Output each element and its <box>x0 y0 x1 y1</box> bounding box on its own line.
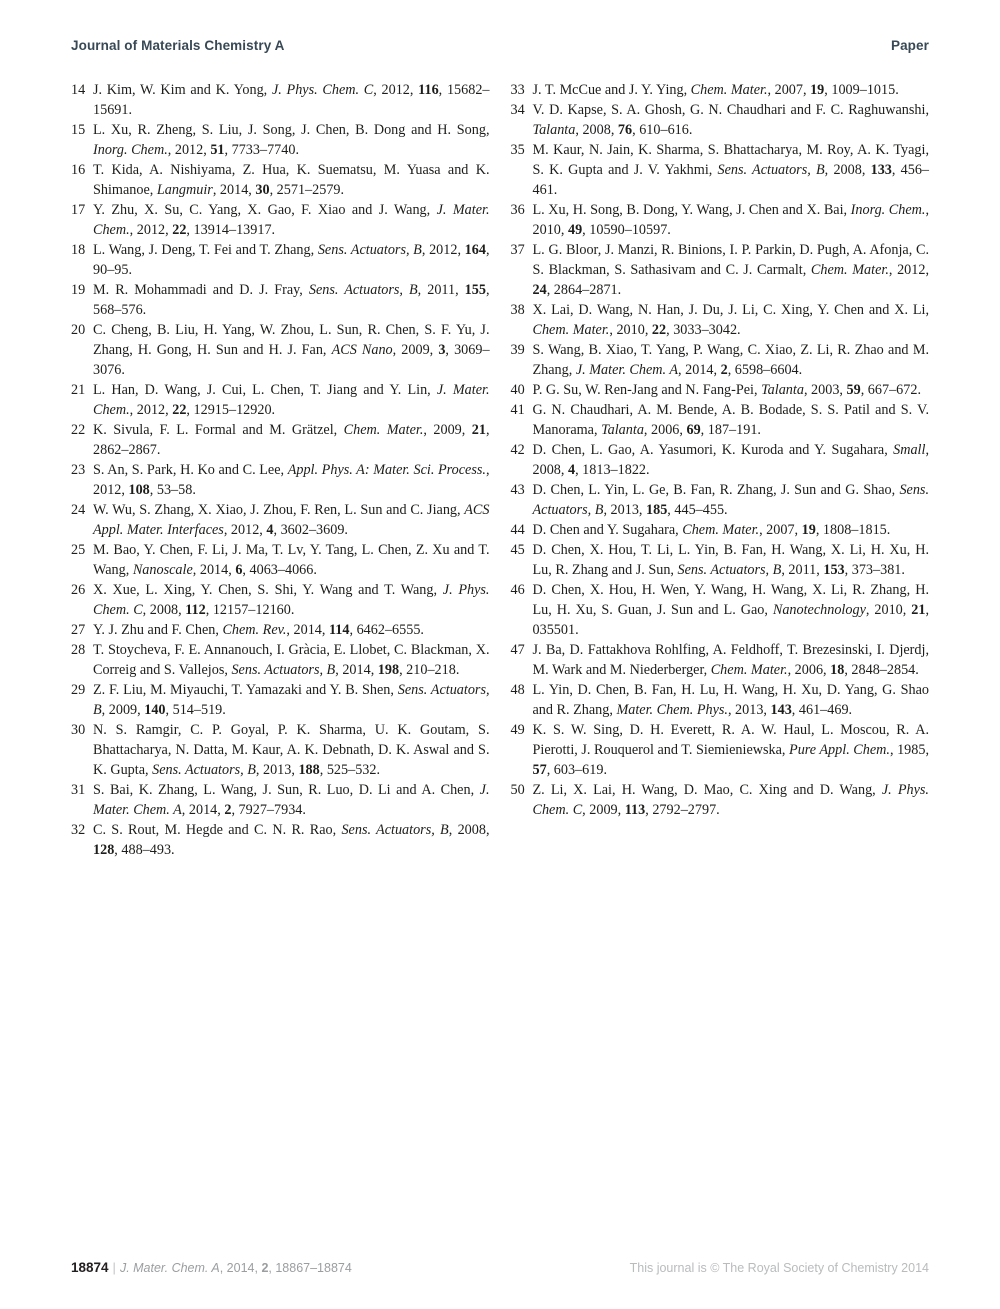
reference-text-segment: , 7733–7740. <box>224 142 299 158</box>
reference-text-segment: D. Chen, L. Gao, A. Yasumori, K. Kuroda and Y. Sugahara, <box>532 442 894 458</box>
reference-text-segment: 116 <box>418 82 439 98</box>
reference-text-segment: J. Phys. Chem. C <box>532 782 929 818</box>
reference-item <box>511 720 930 780</box>
reference-text-segment: C. S. Rout, M. Hegde and C. N. R. Rao, <box>93 822 342 838</box>
reference-text-segment: 18 <box>830 662 845 678</box>
reference-text-segment: 114 <box>328 622 350 638</box>
reference-item <box>511 380 930 400</box>
reference-text-segment: , 2008, <box>532 442 929 478</box>
reference-item <box>511 640 930 680</box>
reference-text-segment: Chem. Mater. <box>810 262 889 278</box>
copyright-notice: This journal is © The Royal Society of Chemistry 2014 <box>629 1261 929 1275</box>
reference-text-segment: Y. Zhu, X. Su, C. Yang, X. Gao, F. Xiao and J. Wang, <box>93 202 437 218</box>
reference-text-segment: Inorg. Chem. <box>93 142 168 158</box>
reference-text-segment: , 2008, <box>824 162 871 178</box>
reference-text-segment: 57 <box>532 762 547 778</box>
reference-text-segment: Z. F. Liu, M. Miyauchi, T. Yamazaki and Y. B. Shen, <box>93 682 398 698</box>
reference-item <box>511 520 930 540</box>
reference-text-segment: Z. Li, X. Lai, H. Wang, D. Mao, C. Xing and D. Wang, <box>532 782 882 798</box>
reference-number: 35 <box>510 142 525 158</box>
reference-text-segment: 112 <box>185 602 206 618</box>
reference-item <box>71 640 490 680</box>
page-number: 18874 <box>71 1260 109 1275</box>
reference-text-segment: Pure Appl. Chem. <box>789 742 890 758</box>
reference-text-segment: Sens. Actuators, B <box>717 162 825 178</box>
reference-text-segment: J. Ba, D. Fattakhova Rohlfing, A. Feldhoff, T. Brezesinski, I. Djerdj, M. Wark and M. Niederberger, <box>532 642 929 678</box>
reference-text-segment: , 2848–2854. <box>844 662 919 678</box>
reference-text-segment: , 461–469. <box>791 702 853 718</box>
reference-text-segment: , 2013, <box>603 502 646 518</box>
reference-text-segment: , 610–616. <box>632 122 693 138</box>
reference-text-segment: L. Han, D. Wang, J. Cui, L. Chen, T. Jiang and Y. Lin, <box>93 382 437 398</box>
reference-text-segment: K. S. W. Sing, D. H. Everett, R. A. W. Haul, L. Moscou, R. A. Pierotti, J. Rouquerol and T. Siemieniewska, <box>532 722 929 758</box>
reference-number: 19 <box>71 282 86 298</box>
reference-item <box>71 380 490 420</box>
reference-text-segment: , 1808–1815. <box>815 522 891 538</box>
reference-text-segment: Sens. Actuators, B <box>93 682 490 718</box>
reference-text-segment: Y. J. Zhu and F. Chen, <box>93 622 223 638</box>
reference-number: 26 <box>71 582 86 598</box>
reference-item <box>511 300 930 340</box>
reference-item <box>511 680 930 720</box>
reference-text-segment: Langmuir <box>156 182 213 198</box>
reference-text-segment: , 4063–4066. <box>242 562 317 578</box>
reference-text-segment: G. N. Chaudhari, A. M. Bende, A. B. Bodade, S. S. Patil and S. V. Manorama, <box>532 402 929 438</box>
reference-text-segment: , 2012, <box>888 262 929 278</box>
references-section <box>71 80 929 860</box>
reference-text-segment: , 2008, <box>448 822 490 838</box>
reference-text-segment: , 2012, <box>421 242 465 258</box>
reference-item <box>71 420 490 460</box>
reference-number: 37 <box>510 242 525 258</box>
reference-number: 23 <box>71 462 86 478</box>
reference-text-segment: , 2009, <box>423 422 472 438</box>
reference-number: 45 <box>510 542 525 558</box>
reference-number: 31 <box>71 782 86 798</box>
reference-number: 42 <box>510 442 525 458</box>
reference-text-segment: D. Chen, X. Hou, H. Wen, Y. Wang, H. Wang, X. Li, R. Zhang, H. Lu, H. Xu, S. Guan, J. Sun and L. Gao, <box>532 582 929 618</box>
reference-text-segment: , 2010, <box>609 322 652 338</box>
reference-text-segment: 19 <box>801 522 816 538</box>
reference-text-segment: , 7927–7934. <box>231 802 306 818</box>
reference-text-segment: 198 <box>377 662 400 678</box>
reference-text-segment: , 3069–3076. <box>93 342 490 378</box>
reference-text-segment: , 2013, <box>255 762 299 778</box>
reference-text-segment: , 1009–1015. <box>824 82 899 98</box>
reference-number: 17 <box>71 202 86 218</box>
reference-text-segment: Talanta <box>532 122 576 138</box>
reference-text-segment: 22 <box>172 222 187 238</box>
journal-citation <box>120 1261 352 1275</box>
citation-segment: , 2014, <box>219 1261 262 1275</box>
reference-text-segment: L. Xu, R. Zheng, S. Liu, J. Song, J. Chen, B. Dong and H. Song, <box>93 122 490 138</box>
reference-text-segment: 19 <box>810 82 825 98</box>
reference-item <box>71 80 490 120</box>
reference-text-segment: 2 <box>720 362 728 378</box>
reference-text-segment: D. Chen, X. Hou, T. Li, L. Yin, B. Fan, H. Wang, X. Li, H. Xu, H. Lu, R. Zhang and J. Sun, <box>532 542 929 578</box>
reference-text-segment: Chem. Mater. <box>690 82 768 98</box>
reference-text-segment: , 488–493. <box>114 842 175 858</box>
reference-text-segment: L. Yin, D. Chen, B. Fan, H. Lu, H. Wang, H. Xu, D. Yang, G. Shao and R. Zhang, <box>532 682 929 718</box>
reference-number: 25 <box>71 542 86 558</box>
reference-number: 27 <box>71 622 86 638</box>
reference-text-segment: 51 <box>210 142 225 158</box>
citation-segment: 2 <box>261 1261 269 1275</box>
reference-text-segment: , 2009, <box>582 802 625 818</box>
reference-number: 40 <box>510 382 525 398</box>
reference-text-segment: , 2014, <box>678 362 721 378</box>
reference-item <box>71 320 490 380</box>
reference-text-segment: , 2006, <box>787 662 831 678</box>
reference-text-segment: , 12157–12160. <box>205 602 295 618</box>
reference-text-segment: Sens. Actuators, B <box>532 482 929 518</box>
reference-text-segment: , 2014, <box>212 182 256 198</box>
reference-text-segment: , 13914–13917. <box>186 222 276 238</box>
reference-text-segment: 128 <box>93 842 115 858</box>
reference-text-segment: , 2792–2797. <box>645 802 720 818</box>
reference-text-segment: T. Stoycheva, F. E. Annanouch, I. Gràcia, E. Llobet, C. Blackman, X. Correig and S. Vallejos, <box>93 642 490 678</box>
reference-item <box>511 240 930 300</box>
reference-text-segment: 76 <box>617 122 633 138</box>
reference-text-segment: N. S. Ramgir, C. P. Goyal, P. K. Sharma, U. K. Goutam, S. Bhattacharya, N. Datta, M. Kaur, A. K. Debnath, D. K. Aswal and S. K. Gupta, <box>93 722 490 778</box>
reference-number: 46 <box>510 582 525 598</box>
reference-text-segment: , 2014, <box>181 802 225 818</box>
reference-text-segment: Chem. Rev. <box>222 622 287 638</box>
reference-text-segment: J. Mater. Chem. A <box>575 362 679 378</box>
reference-text-segment: Sens. Actuators, B <box>152 762 256 778</box>
reference-text-segment: ACS Nano <box>331 342 393 358</box>
reference-text-segment: 3 <box>438 342 446 358</box>
reference-text-segment: M. Bao, Y. Chen, F. Li, J. Ma, T. Lv, Y. Tang, L. Chen, Z. Xu and T. Wang, <box>93 542 490 578</box>
page-header <box>71 38 929 53</box>
reference-text-segment: , 603–619. <box>546 762 607 778</box>
reference-text-segment: 30 <box>255 182 270 198</box>
reference-item <box>511 140 930 200</box>
reference-number: 28 <box>71 642 86 658</box>
reference-text-segment: , 525–532. <box>319 762 381 778</box>
reference-text-segment: S. Wang, B. Xiao, T. Yang, P. Wang, C. Xiao, Z. Li, R. Zhao and M. Zhang, <box>532 342 929 378</box>
reference-text-segment: ACS Appl. Mater. Interfaces <box>93 502 490 538</box>
reference-text-segment: , 1813–1822. <box>575 462 650 478</box>
reference-text-segment: J. Mater. Chem. <box>93 382 490 418</box>
reference-text-segment: , 1985, <box>889 742 929 758</box>
reference-text-segment: 6 <box>235 562 243 578</box>
reference-number: 34 <box>510 102 525 118</box>
reference-text-segment: , 2014, <box>335 662 378 678</box>
reference-number: 21 <box>71 382 86 398</box>
reference-item <box>71 680 490 720</box>
reference-number: 47 <box>510 642 525 658</box>
reference-text-segment: J. T. McCue and J. Y. Ying, <box>532 82 691 98</box>
reference-text-segment: , 2011, <box>781 562 824 578</box>
reference-text-segment: Chem. Mater. <box>532 322 610 338</box>
reference-text-segment: 21 <box>471 422 486 438</box>
reference-text-segment: 21 <box>911 602 926 618</box>
reference-text-segment: P. G. Su, W. Ren-Jang and N. Fang-Pei, <box>532 382 762 398</box>
reference-item <box>71 540 490 580</box>
reference-text-segment: 69 <box>686 422 701 438</box>
reference-text-segment: L. G. Bloor, J. Manzi, R. Binions, I. P. Parkin, D. Pugh, A. Afonja, C. S. Blackman, S. Sathasivam and C. J. Carmalt, <box>532 242 929 278</box>
footer-citation <box>71 1260 352 1275</box>
reference-text-segment: , 2864–2871. <box>546 282 622 298</box>
reference-text-segment: , 90–95. <box>93 242 490 278</box>
reference-item <box>71 160 490 200</box>
reference-item <box>71 500 490 540</box>
reference-number: 24 <box>71 502 86 518</box>
reference-text-segment: , 2010, <box>865 602 912 618</box>
reference-text-segment: C. Cheng, B. Liu, H. Yang, W. Zhou, L. Sun, R. Chen, S. F. Yu, J. Zhang, H. Gong, H. Sun and H. J. Fan, <box>93 322 490 358</box>
reference-text-segment: , 2012, <box>373 82 419 98</box>
reference-item <box>511 80 930 100</box>
reference-text-segment: 164 <box>464 242 486 258</box>
reference-number: 43 <box>510 482 525 498</box>
reference-item <box>71 120 490 160</box>
reference-number: 15 <box>71 122 86 138</box>
reference-text-segment: X. Xue, L. Xing, Y. Chen, S. Shi, Y. Wang and T. Wang, <box>93 582 443 598</box>
reference-text-segment: K. Sivula, F. L. Formal and M. Grätzel, <box>93 422 344 438</box>
reference-item <box>511 580 930 640</box>
reference-number: 22 <box>71 422 86 438</box>
reference-item <box>71 280 490 320</box>
reference-text-segment: D. Chen and Y. Sugahara, <box>532 522 683 538</box>
reference-text-segment: 22 <box>651 322 667 338</box>
reference-text-segment: , 2012, <box>129 402 173 418</box>
reference-number: 30 <box>71 722 86 738</box>
reference-number: 50 <box>510 782 525 798</box>
reference-text-segment: , 514–519. <box>165 702 226 718</box>
reference-text-segment: Sens. Actuators, B <box>341 822 449 838</box>
reference-text-segment: J. Mater. Chem. <box>93 202 490 238</box>
reference-text-segment: , 2007, <box>759 522 802 538</box>
reference-text-segment: Chem. Mater. <box>682 522 760 538</box>
reference-text-segment: Sens. Actuators, B <box>308 282 418 298</box>
journal-title: Journal of Materials Chemistry A <box>71 38 285 53</box>
reference-text-segment: J. Mater. Chem. A <box>93 782 490 818</box>
reference-item <box>71 460 490 500</box>
reference-text-segment: , 2007, <box>767 82 811 98</box>
reference-text-segment: S. An, S. Park, H. Ko and C. Lee, <box>93 462 288 478</box>
reference-item <box>71 720 490 780</box>
reference-text-segment: J. Kim, W. Kim and K. Yong, <box>93 82 272 98</box>
reference-text-segment: , 445–455. <box>667 502 728 518</box>
reference-text-segment: , 456–461. <box>532 162 930 198</box>
reference-text-segment: , 2011, <box>417 282 465 298</box>
reference-text-segment: Sens. Actuators, B <box>317 242 422 258</box>
reference-text-segment: Inorg. Chem. <box>850 202 926 218</box>
reference-number: 33 <box>510 82 525 98</box>
reference-text-segment: , 667–672. <box>860 382 921 398</box>
reference-text-segment: Sens. Actuators, B <box>677 562 782 578</box>
reference-number: 39 <box>510 342 525 358</box>
reference-text-segment: 188 <box>298 762 320 778</box>
reference-text-segment: , 2012, <box>93 462 490 498</box>
reference-text-segment: 22 <box>172 402 187 418</box>
references-column-right <box>511 80 930 860</box>
reference-text-segment: , 2009, <box>101 702 145 718</box>
reference-text-segment: Small <box>893 442 926 458</box>
reference-text-segment: , 2003, <box>803 382 847 398</box>
reference-text-segment: , 6598–6604. <box>727 362 803 378</box>
citation-segment: J. Mater. Chem. A <box>119 1261 220 1275</box>
reference-text-segment: , 2008, <box>575 122 618 138</box>
reference-text-segment: Appl. Phys. A: Mater. Sci. Process. <box>287 462 486 478</box>
reference-text-segment: , 2013, <box>727 702 771 718</box>
reference-text-segment: , 2009, <box>392 342 439 358</box>
reference-item <box>511 200 930 240</box>
reference-text-segment: X. Lai, D. Wang, N. Han, J. Du, J. Li, C. Xing, Y. Chen and X. Li, <box>532 302 929 318</box>
reference-text-segment: V. D. Kapse, S. A. Ghosh, G. N. Chaudhari and F. C. Raghuwanshi, <box>532 102 929 118</box>
reference-text-segment: Mater. Chem. Phys. <box>616 702 728 718</box>
reference-text-segment: Nanotechnology <box>772 602 866 618</box>
reference-text-segment: , 2014, <box>286 622 329 638</box>
reference-text-segment: M. Kaur, N. Jain, K. Sharma, S. Bhattacharya, M. Roy, A. K. Tyagi, S. K. Gupta and J. V. Yakhmi, <box>532 142 929 178</box>
reference-text-segment: J. Phys. Chem. C <box>271 82 374 98</box>
reference-number: 14 <box>71 82 86 98</box>
reference-text-segment: 4 <box>266 522 274 538</box>
reference-text-segment: , 2012, <box>223 522 267 538</box>
reference-number: 41 <box>510 402 525 418</box>
reference-item <box>511 780 930 820</box>
citation-segment: , 18867–18874 <box>268 1261 352 1275</box>
reference-item <box>71 620 490 640</box>
reference-text-segment: , 373–381. <box>844 562 905 578</box>
reference-text-segment: L. Wang, J. Deng, T. Fei and T. Zhang, <box>93 242 318 258</box>
reference-text-segment: 185 <box>646 502 668 518</box>
reference-number: 32 <box>71 822 86 838</box>
reference-text-segment: W. Wu, S. Zhang, X. Xiao, J. Zhou, F. Ren, L. Sun and C. Jiang, <box>93 502 465 518</box>
reference-item <box>71 820 490 860</box>
reference-number: 36 <box>510 202 525 218</box>
reference-text-segment: , 10590–10597. <box>582 222 671 238</box>
reference-text-segment: 2 <box>224 802 232 818</box>
reference-text-segment: , 2012, <box>129 222 173 238</box>
reference-text-segment: 113 <box>624 802 646 818</box>
reference-item <box>511 480 930 520</box>
reference-text-segment: , 6462–6555. <box>349 622 424 638</box>
references-column-left <box>71 80 490 860</box>
reference-text-segment: L. Xu, H. Song, B. Dong, Y. Wang, J. Chen and X. Bai, <box>532 202 851 218</box>
reference-text-segment: , 53–58. <box>149 482 196 498</box>
reference-text-segment: , 210–218. <box>399 662 460 678</box>
reference-text-segment: 24 <box>532 282 547 298</box>
reference-number: 38 <box>510 302 525 318</box>
reference-text-segment: , 568–576. <box>93 282 490 318</box>
reference-text-segment: 133 <box>870 162 892 178</box>
reference-text-segment: 49 <box>567 222 583 238</box>
reference-item <box>511 440 930 480</box>
page-footer <box>71 1260 929 1275</box>
reference-text-segment: , 2862–2867. <box>93 422 490 458</box>
reference-text-segment: D. Chen, L. Yin, L. Ge, B. Fan, R. Zhang, J. Sun and G. Shao, <box>532 482 900 498</box>
reference-text-segment: , 3033–3042. <box>666 322 741 338</box>
reference-text-segment: 143 <box>770 702 792 718</box>
reference-text-segment: J. Phys. Chem. C <box>93 582 490 618</box>
reference-text-segment: M. R. Mohammadi and D. J. Fray, <box>93 282 309 298</box>
reference-text-segment: , 2006, <box>643 422 687 438</box>
reference-text-segment: S. Bai, K. Zhang, L. Wang, J. Sun, R. Luo, D. Li and A. Chen, <box>93 782 480 798</box>
article-type-label: Paper <box>890 38 929 53</box>
reference-number: 44 <box>510 522 525 538</box>
reference-text-segment: , 2012, <box>167 142 211 158</box>
reference-text-segment: 4 <box>567 462 576 478</box>
reference-text-segment: 155 <box>464 282 486 298</box>
footer-separator: | <box>112 1260 116 1275</box>
reference-number: 48 <box>510 682 525 698</box>
reference-text-segment: , 3602–3609. <box>273 522 348 538</box>
reference-number: 49 <box>510 722 525 738</box>
reference-item <box>511 340 930 380</box>
reference-text-segment: Chem. Mater. <box>343 422 424 438</box>
reference-item <box>71 200 490 240</box>
reference-item <box>511 100 930 140</box>
reference-text-segment: 140 <box>144 702 166 718</box>
reference-text-segment: , 2008, <box>142 602 186 618</box>
reference-number: 29 <box>71 682 86 698</box>
reference-item <box>511 400 930 440</box>
reference-number: 16 <box>71 162 86 178</box>
reference-text-segment: , 15682–15691. <box>93 82 490 118</box>
reference-text-segment: , 035501. <box>532 602 930 638</box>
reference-item <box>511 540 930 580</box>
reference-text-segment: Talanta <box>601 422 644 438</box>
reference-text-segment: Chem. Mater. <box>710 662 788 678</box>
reference-number: 20 <box>71 322 86 338</box>
reference-text-segment: , 2010, <box>532 202 929 238</box>
reference-text-segment: 108 <box>128 482 150 498</box>
reference-text-segment: , 2014, <box>192 562 236 578</box>
reference-text-segment: 153 <box>823 562 845 578</box>
reference-text-segment: T. Kida, A. Nishiyama, Z. Hua, K. Suematsu, M. Yuasa and K. Shimanoe, <box>93 162 490 198</box>
reference-number: 18 <box>71 242 86 258</box>
reference-item <box>71 780 490 820</box>
reference-text-segment: Talanta <box>761 382 804 398</box>
reference-text-segment: , 2571–2579. <box>269 182 345 198</box>
reference-text-segment: Nanoscale <box>132 562 193 578</box>
reference-text-segment: , 12915–12920. <box>186 402 276 418</box>
reference-item <box>71 240 490 280</box>
reference-item <box>71 580 490 620</box>
reference-text-segment: , 187–191. <box>700 422 761 438</box>
reference-text-segment: Sens. Actuators, B <box>231 662 336 678</box>
reference-text-segment: 59 <box>846 382 861 398</box>
